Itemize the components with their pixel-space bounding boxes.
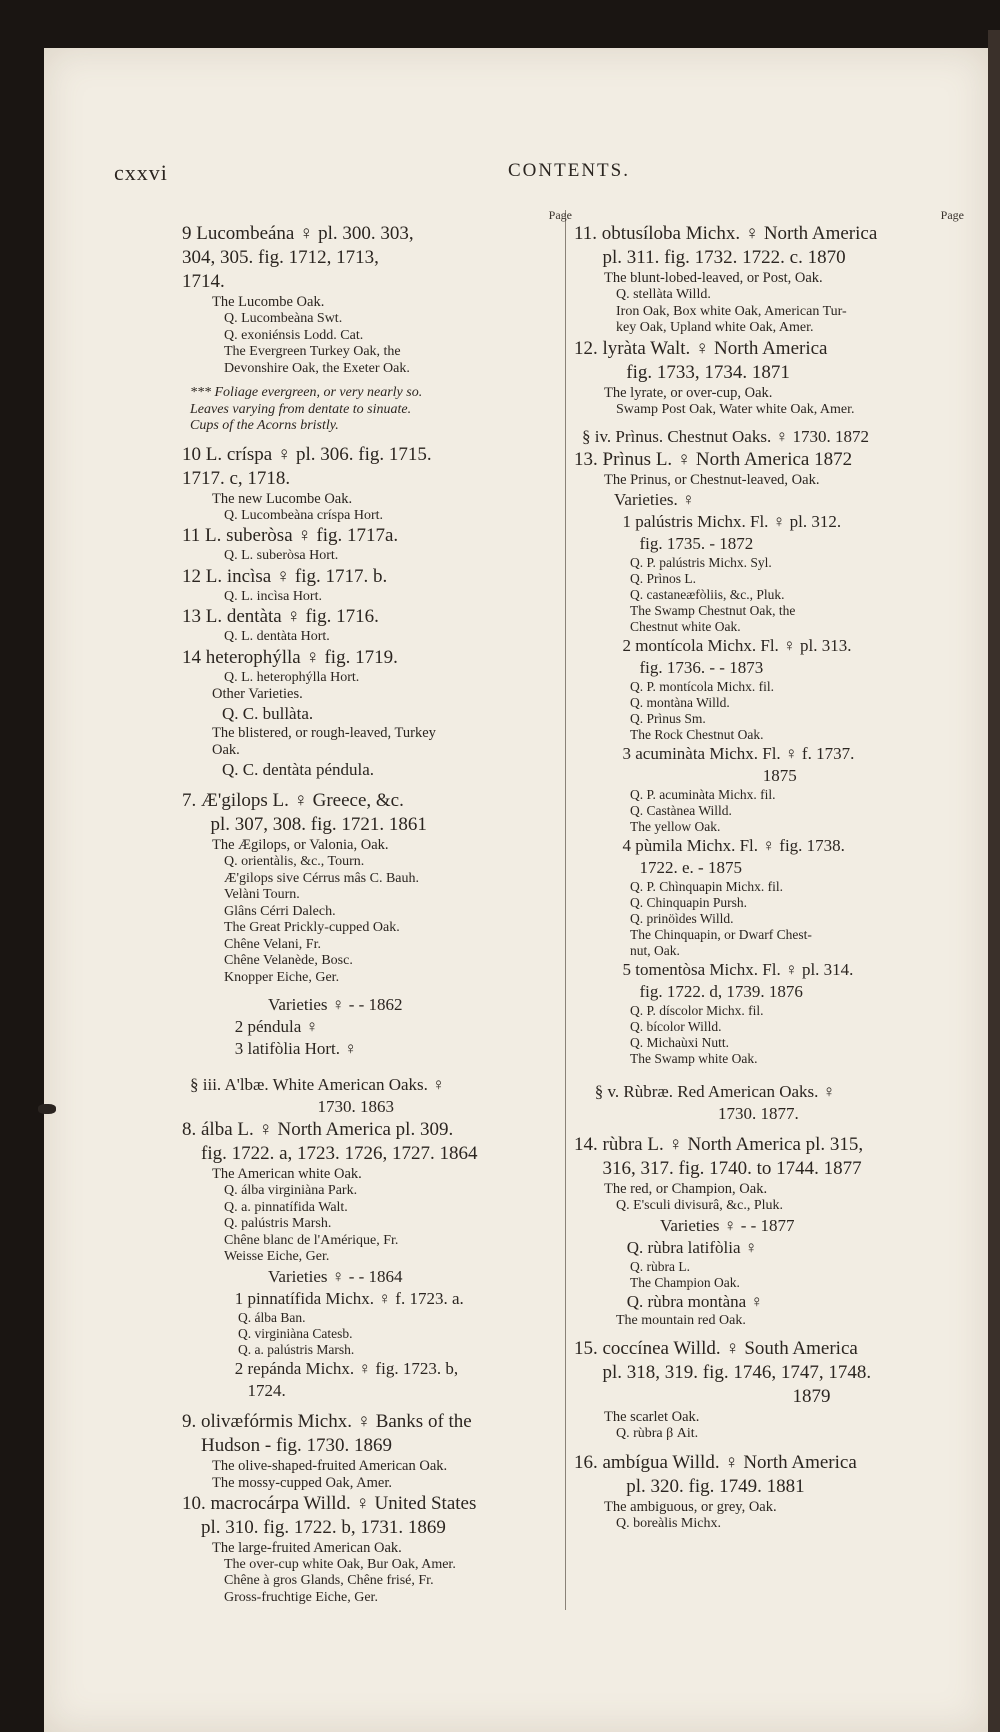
content-line: Q. exoniénsis Lodd. Cat. <box>224 327 364 343</box>
content-line: Chestnut white Oak. <box>630 619 741 634</box>
content-line: Q. Michaùxi Nutt. <box>630 1035 729 1050</box>
content-line: Q. rùbra β Ait. <box>616 1426 699 1441</box>
page-column-label: Page <box>940 208 964 222</box>
content-line: 1724. <box>222 1380 286 1400</box>
content-line: key Oak, Upland white Oak, Amer. <box>616 320 814 335</box>
content-line: 1722. e. - 1875 <box>614 858 742 877</box>
content-line: The large-fruited American Oak. <box>212 1539 402 1556</box>
content-line: 304, 305. fig. 1712, 1713, <box>182 247 379 268</box>
content-line: 1714. <box>182 271 225 292</box>
content-line: 14. rùbra L. ♀ North America pl. 315, <box>574 1134 864 1155</box>
content-line: Q. L. incìsa Hort. <box>224 588 322 604</box>
content-line: pl. 320. fig. 1749. 1881 <box>574 1475 805 1497</box>
content-line: The Chinquapin, or Dwarf Chest- <box>630 927 812 942</box>
content-line <box>182 1402 572 1410</box>
content-line: § v. Rùbræ. Red American Oaks. ♀ <box>582 1082 836 1101</box>
content-line: 15. coccínea Willd. ♀ South America <box>574 1338 858 1359</box>
content-line: The Ægilops, or Valonia, Oak. <box>212 837 389 853</box>
content-line: Varieties ♀ - - 1864 <box>268 1266 403 1286</box>
content-line: 1730. 1863 <box>190 1097 394 1116</box>
content-line: Q. rùbra L. <box>630 1258 690 1274</box>
content-line: 8. álba L. ♀ North America pl. 309. <box>182 1119 454 1140</box>
content-line: 1730. 1877. <box>582 1104 799 1123</box>
content-line: 1 palústris Michx. Fl. ♀ pl. 312. <box>614 512 842 531</box>
page-title: CONTENTS. <box>508 160 630 181</box>
content-line <box>182 377 572 385</box>
content-line: 9. olivæfórmis Michx. ♀ Banks of the <box>182 1410 472 1432</box>
content-line: fig. 1735. - 1872 <box>614 534 754 553</box>
content-line: Q. L. heterophýlla Hort. <box>224 669 360 685</box>
content-line: Chêne Velanède, Bosc. <box>224 953 353 968</box>
content-line: Q. Lucombeàna Swt. <box>224 311 343 326</box>
content-line <box>574 1443 964 1451</box>
page-blemish <box>38 1104 56 1114</box>
content-line: Q. P. Chìnquapin Michx. fil. <box>630 879 784 894</box>
content-line: 5 tomentòsa Michx. Fl. ♀ pl. 314. <box>614 960 854 979</box>
content-line: Q. boreàlis Michx. <box>616 1515 721 1531</box>
content-line: fig. 1722. a, 1723. 1726, 1727. 1864 <box>182 1143 478 1164</box>
content-line: Q. prinöìdes Willd. <box>630 911 734 926</box>
content-line: 1879 <box>574 1386 831 1407</box>
content-line: 10 L. críspa ♀ pl. 306. fig. 1715. <box>182 443 432 465</box>
content-line: Iron Oak, Box white Oak, American Tur- <box>616 303 847 319</box>
content-line: 2 péndula ♀ <box>222 1017 319 1036</box>
content-line: Gross-fruchtige Eiche, Ger. <box>224 1589 378 1605</box>
content-line <box>182 435 572 443</box>
content-line: The blistered, or rough-leaved, Turkey <box>212 725 436 741</box>
content-line <box>182 986 572 994</box>
content-line: pl. 311. fig. 1732. 1722. c. 1870 <box>574 247 846 268</box>
content-line <box>182 1060 572 1074</box>
content-line: Q. rùbra latifòlia ♀ <box>614 1237 758 1257</box>
content-line: 13 L. dentàta ♀ fig. 1716. <box>182 606 379 627</box>
content-line: The scarlet Oak. <box>604 1409 700 1425</box>
left-column <box>182 208 572 1606</box>
content-line: Varieties ♀ - - 1862 <box>268 995 403 1014</box>
content-line: § iii. A'lbæ. White American Oaks. ♀ <box>190 1075 445 1094</box>
content-line: 16. ambígua Willd. ♀ North America <box>574 1451 857 1473</box>
content-line: The new Lucombe Oak. <box>212 490 353 507</box>
content-line: 1 pinnatífida Michx. ♀ f. 1723. a. <box>222 1288 464 1308</box>
content-line: 3 acuminàta Michx. Fl. ♀ f. 1737. <box>614 744 855 763</box>
content-line: 2 montícola Michx. Fl. ♀ pl. 313. <box>614 636 852 655</box>
content-line: Q. Castànea Willd. <box>630 803 732 818</box>
content-line: Q. orientàlis, &c., Tourn. <box>224 854 365 869</box>
content-line: The Swamp white Oak. <box>630 1051 758 1066</box>
content-line: Varieties. ♀ <box>614 490 695 509</box>
content-line: 3 latifòlia Hort. ♀ <box>222 1039 358 1058</box>
content-line: 13. Prìnus L. ♀ North America 1872 <box>574 449 853 470</box>
content-line: Leaves varying from dentate to sinuate. <box>190 401 412 417</box>
content-line: pl. 307, 308. fig. 1721. 1861 <box>182 814 427 835</box>
content-line: 1875 <box>614 766 797 785</box>
content-line: pl. 318, 319. fig. 1746, 1747, 1748. <box>574 1362 872 1383</box>
content-line <box>574 1329 964 1337</box>
content-line <box>182 781 572 789</box>
content-line: fig. 1733, 1734. 1871 <box>574 361 790 383</box>
content-line: Q. Prìnos L. <box>630 571 697 586</box>
content-line: Q. Chinquapin Pursh. <box>630 895 748 910</box>
content-line: Q. P. montícola Michx. fil. <box>630 679 774 694</box>
content-line: Glâns Cérri Dalech. <box>224 903 336 919</box>
content-line: Q. Prìnus Sm. <box>630 711 706 726</box>
page-number: cxxvi <box>114 160 168 185</box>
content-line: The lyrate, or over-cup, Oak. <box>604 384 773 401</box>
page-column-label: Page <box>548 208 572 222</box>
content-line: Q. bícolor Willd. <box>630 1019 722 1034</box>
content-line: Chêne blanc de l'Amérique, Fr. <box>224 1232 399 1248</box>
content-line: Cups of the Acorns bristly. <box>190 418 339 433</box>
content-line: Knopper Eiche, Ger. <box>224 969 340 985</box>
content-line: 9 Lucombeána ♀ pl. 300. 303, <box>182 223 414 244</box>
content-line: Q. castaneæfòliis, &c., Pluk. <box>630 587 785 602</box>
content-line: Varieties ♀ - - 1877 <box>660 1215 795 1235</box>
content-line: The Great Prickly-cupped Oak. <box>224 920 400 935</box>
content-line: Hudson - fig. 1730. 1869 <box>182 1434 393 1456</box>
content-line: 12 L. incìsa ♀ fig. 1717. b. <box>182 565 388 587</box>
content-line <box>574 418 964 426</box>
content-line: nut, Oak. <box>630 943 680 958</box>
content-line: The over-cup white Oak, Bur Oak, Amer. <box>224 1556 456 1572</box>
content-line: *** Foliage evergreen, or very nearly so. <box>190 385 423 400</box>
content-line: 1717. c, 1718. <box>182 467 291 489</box>
content-line: Q. E'sculi divisurâ, &c., Pluk. <box>616 1198 784 1213</box>
content-line: The American white Oak. <box>212 1166 362 1182</box>
content-line: 11. obtusíloba Michx. ♀ North America <box>574 223 878 244</box>
content-line: The Lucombe Oak. <box>212 294 325 310</box>
content-line: The Champion Oak. <box>630 1274 740 1290</box>
content-line: § iv. Prìnus. Chestnut Oaks. ♀ 1730. 1872 <box>582 427 869 446</box>
content-line: The Swamp Chestnut Oak, the <box>630 603 796 618</box>
content-line: 10. macrocárpa Willd. ♀ United States <box>182 1492 477 1514</box>
content-line: Q. L. dentàta Hort. <box>224 629 330 644</box>
content-line <box>574 1125 964 1133</box>
content-line <box>574 1067 964 1081</box>
content-line: The mossy-cupped Oak, Amer. <box>212 1474 393 1491</box>
content-line: The Prinus, or Chestnut-leaved, Oak. <box>604 472 820 488</box>
content-line: Chêne Velani, Fr. <box>224 936 321 952</box>
page-edge <box>988 30 1000 1732</box>
content-line: Q. C. bullàta. <box>222 704 314 723</box>
content-line: Æ'gilops sive Cérrus mâs C. Bauh. <box>224 870 420 886</box>
content-line: Devonshire Oak, the Exeter Oak. <box>224 360 410 376</box>
content-line: Q. a. pinnatífida Walt. <box>224 1199 348 1215</box>
content-line: The red, or Champion, Oak. <box>604 1181 768 1197</box>
content-line: Q. a. palústris Marsh. <box>238 1341 355 1357</box>
content-line: Velàni Tourn. <box>224 887 300 902</box>
content-line: 12. lyràta Walt. ♀ North America <box>574 337 828 359</box>
content-line: Q. rùbra montàna ♀ <box>614 1291 764 1311</box>
content-line: The Rock Chestnut Oak. <box>630 727 764 742</box>
content-line: fig. 1722. d, 1739. 1876 <box>614 982 803 1001</box>
content-line: 14 heterophýlla ♀ fig. 1719. <box>182 646 398 668</box>
content-line: Q. álba Ban. <box>238 1309 306 1325</box>
content-line: Other Varieties. <box>212 686 303 702</box>
content-line: The blunt-lobed-leaved, or Post, Oak. <box>604 270 823 286</box>
content-line: Q. virginiàna Catesb. <box>238 1325 353 1341</box>
content-line: The olive-shaped-fruited American Oak. <box>212 1457 448 1474</box>
content-line: Q. Lucombeàna críspa Hort. <box>224 507 383 523</box>
content-line: pl. 310. fig. 1722. b, 1731. 1869 <box>182 1516 446 1538</box>
content-line: 4 pùmila Michx. Fl. ♀ fig. 1738. <box>614 836 845 855</box>
content-line: The ambiguous, or grey, Oak. <box>604 1498 777 1515</box>
content-line: 2 repánda Michx. ♀ fig. 1723. b, <box>222 1358 459 1378</box>
content-line: Oak. <box>212 742 240 758</box>
content-line: Q. C. dentàta péndula. <box>222 760 375 779</box>
content-line: 11 L. suberòsa ♀ fig. 1717a. <box>182 525 399 546</box>
content-line: Q. palústris Marsh. <box>224 1216 332 1231</box>
content-line: Q. P. palústris Michx. Syl. <box>630 555 772 570</box>
content-line: The Evergreen Turkey Oak, the <box>224 344 401 359</box>
content-line: The yellow Oak. <box>630 819 721 834</box>
content-line: Q. montàna Willd. <box>630 695 730 710</box>
content-line: Q. P. acuminàta Michx. fil. <box>630 787 776 802</box>
right-column <box>574 208 964 1532</box>
content-line: fig. 1736. - - 1873 <box>614 658 764 677</box>
content-line: Chêne à gros Glands, Chêne frisé, Fr. <box>224 1573 434 1588</box>
content-line: Q. stellàta Willd. <box>616 287 711 302</box>
content-line: 316, 317. fig. 1740. to 1744. 1877 <box>574 1158 862 1179</box>
content-line: Q. L. suberòsa Hort. <box>224 548 339 563</box>
content-line: Q. P. díscolor Michx. fil. <box>630 1003 764 1018</box>
content-line: Swamp Post Oak, Water white Oak, Amer. <box>616 401 855 417</box>
content-line: Q. álba virginiàna Park. <box>224 1183 358 1198</box>
content-line: The mountain red Oak. <box>616 1312 746 1328</box>
content-line: 7. Æ'gilops L. ♀ Greece, &c. <box>182 790 404 811</box>
content-line: Weisse Eiche, Ger. <box>224 1249 330 1264</box>
